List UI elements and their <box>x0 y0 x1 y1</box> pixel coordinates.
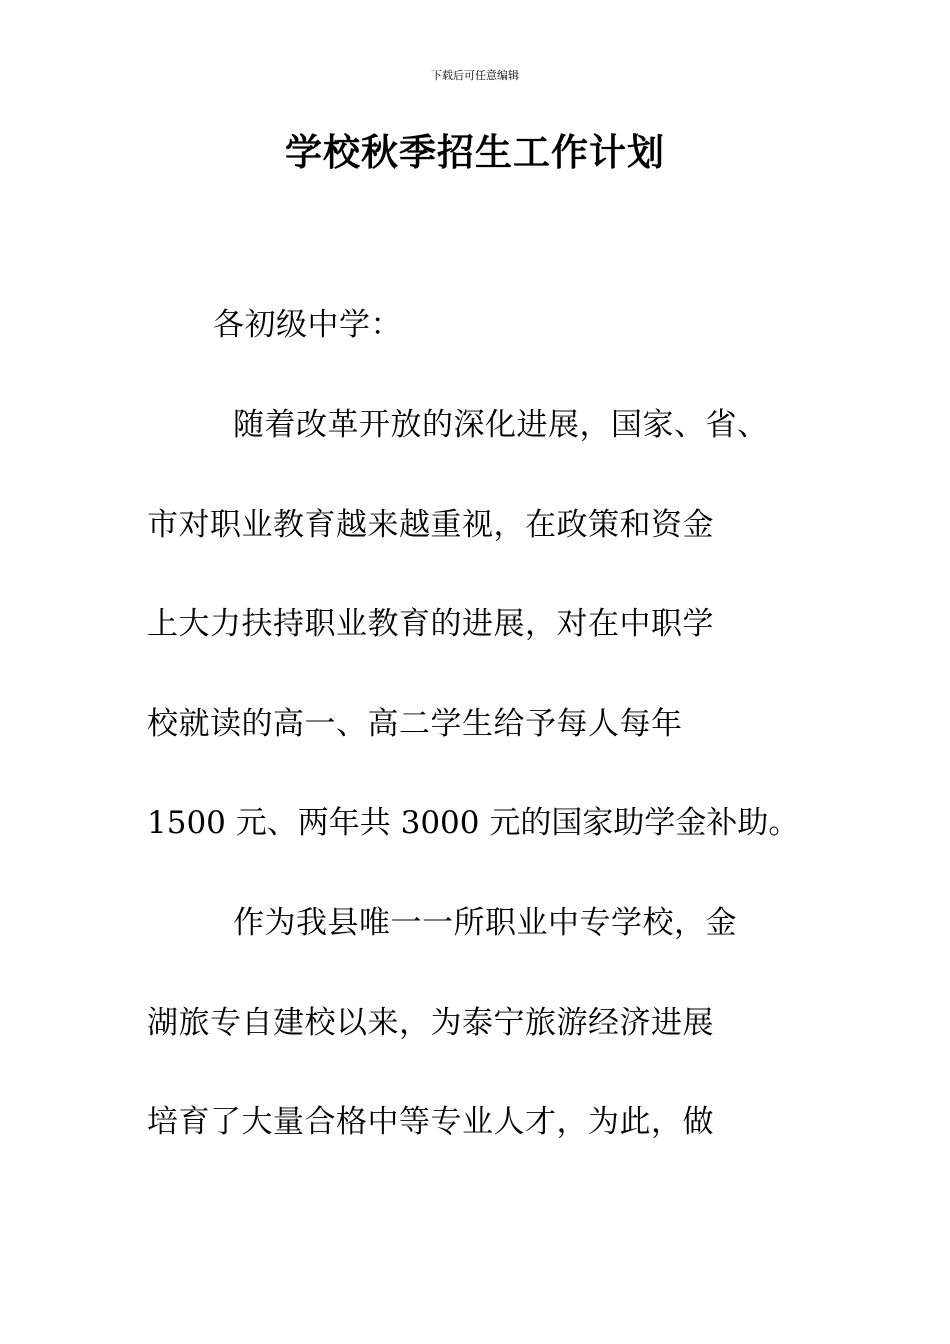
paragraph-2-line-1: 作为我县唯一一所职业中专学校，金 <box>233 905 737 941</box>
paragraph-2-line-3: 培育了大量合格中等专业人才，为此，做 <box>147 1104 714 1140</box>
salutation: 各初级中学： <box>213 307 402 343</box>
header-note: 下载后可任意编辑 <box>431 69 519 82</box>
paragraph-2-line-2: 湖旅专自建校以来，为泰宁旅游经济进展 <box>147 1005 714 1041</box>
paragraph-1-line-2: 市对职业教育越来越重视，在政策和资金 <box>147 507 714 543</box>
paragraph-1-line-4: 校就读的高一、高二学生给予每人每年 <box>147 706 683 742</box>
document-title: 学校秋季招生工作计划 <box>285 131 665 174</box>
paragraph-1-line-1: 随着改革开放的深化进展，国家、省、 <box>233 407 769 443</box>
paragraph-1-line-5: 1500 元、两年共 3000 元的国家助学金补助。 <box>147 805 800 841</box>
paragraph-1-line-3: 上大力扶持职业教育的进展，对在中职学 <box>147 606 714 642</box>
